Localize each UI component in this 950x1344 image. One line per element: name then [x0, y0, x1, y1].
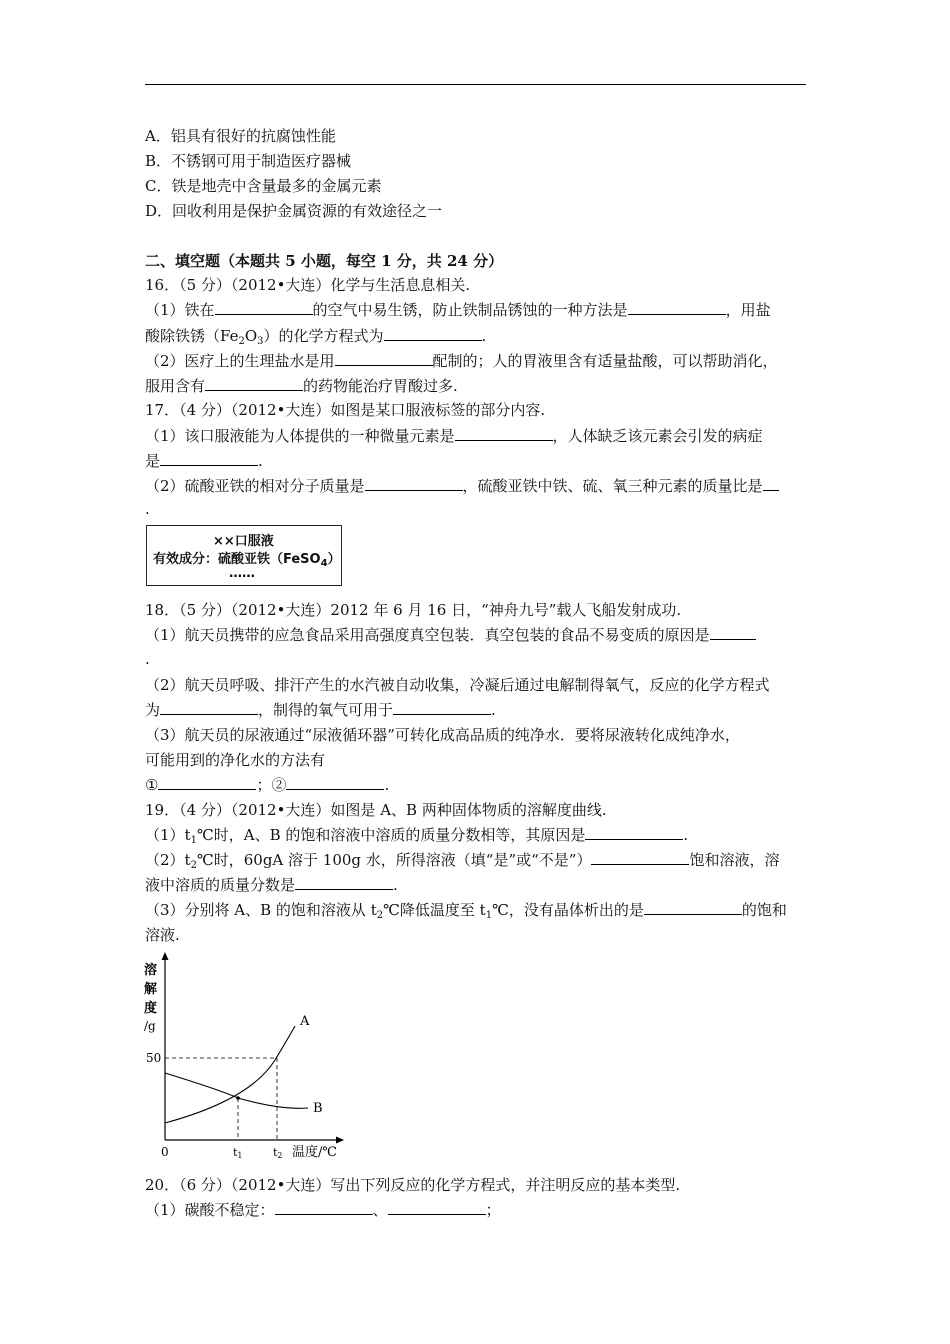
- x-tick-t2: t2: [273, 1146, 283, 1160]
- q19-line3: [145, 874, 398, 896]
- text: （2）t: [145, 851, 191, 869]
- text: （1）碳酸不稳定：: [145, 1201, 275, 1219]
- q17-line3: [145, 475, 779, 497]
- q19-head: 19．（4 分）（2012•大连）如图是 A、B 两种固体物质的溶解度曲线.: [145, 801, 607, 819]
- answer-blank[interactable]: [295, 874, 393, 890]
- q17-line1: [145, 425, 763, 447]
- subscript: 1: [485, 910, 493, 921]
- ylabel-char-2: 解: [144, 982, 158, 997]
- curve-a: [165, 1026, 295, 1123]
- q19-line2: [145, 849, 779, 871]
- option-a: A．铝具有很好的抗腐蚀性能: [145, 127, 336, 145]
- t1-sub: 1: [237, 1151, 243, 1160]
- text: 、: [372, 1201, 388, 1219]
- label-title: ××口服液: [213, 534, 274, 549]
- q19-line4: [145, 899, 787, 921]
- q18-line5: （3）航天员的尿液通过“尿液循环器”可转化成高品质的纯净水．要将尿液转化成纯净水，: [145, 726, 740, 744]
- text: ℃时，60gA 溶于 100g 水，所得溶液（填“是”或“不是”）: [196, 851, 592, 869]
- text: 的饱和: [741, 901, 787, 919]
- text: .: [393, 876, 398, 894]
- text: ；②: [256, 776, 287, 794]
- text: 配制的；人的胃液里含有适量盐酸，可以帮助消化，: [432, 352, 778, 370]
- answer-blank[interactable]: [393, 699, 491, 715]
- subscript: 2: [190, 860, 197, 871]
- answer-blank[interactable]: [388, 1199, 486, 1215]
- subscript: 3: [257, 336, 264, 347]
- ylabel-char-4: /g: [144, 1019, 156, 1033]
- text: 饱和溶液，溶: [689, 851, 780, 869]
- text: （3）分别将 A、B 的饱和溶液从 t: [145, 901, 377, 919]
- q18-line1: [145, 624, 756, 646]
- q16-line2: [145, 325, 486, 347]
- label-ingredient: [153, 548, 341, 567]
- answer-blank[interactable]: [644, 899, 742, 915]
- answer-blank[interactable]: [628, 299, 726, 315]
- answer-blank[interactable]: [215, 299, 313, 315]
- label-ellipsis: ……: [229, 566, 255, 581]
- text: ℃时，A、B 的饱和溶液中溶质的质量分数相等，其原因是: [196, 826, 586, 844]
- answer-blank[interactable]: [160, 699, 258, 715]
- subscript: 2: [238, 336, 245, 347]
- ylabel-char-1: 溶: [144, 963, 158, 978]
- answer-blank[interactable]: [335, 350, 433, 366]
- intersection-point: [236, 1096, 240, 1100]
- text: ，用盐: [725, 301, 771, 319]
- text: ，人体缺乏该元素会引发的病症: [552, 427, 763, 445]
- text: .: [384, 776, 390, 794]
- subscript: 4: [320, 558, 328, 569]
- text: （1）铁在: [145, 301, 215, 319]
- solubility-chart: [140, 950, 360, 1170]
- answer-blank[interactable]: [275, 1199, 373, 1215]
- q18-head: 18．（5 分）（2012•大连）2012 年 6 月 16 日，“神舟九号”载人飞船发射成功.: [145, 601, 682, 619]
- text: ）: [327, 552, 341, 567]
- q19-line5: 溶液.: [145, 926, 180, 944]
- text: （1）航天员携带的应急食品采用高强度真空包装．真空包装的食品不易变质的原因是: [145, 626, 710, 644]
- header-rule: [145, 84, 806, 85]
- q20-line1: [145, 1199, 501, 1221]
- text: 有效成分：硫酸亚铁（FeSO: [153, 552, 321, 567]
- q18-line3: （2）航天员呼吸、排汗产生的水汽被自动收集，冷凝后通过电解制得氧气，反应的化学方程式: [145, 676, 770, 694]
- text: （2）医疗上的生理盐水是用: [145, 352, 335, 370]
- y-axis-arrow: [162, 952, 169, 960]
- text: 为: [145, 701, 161, 719]
- text: ℃降低温度至 t: [383, 901, 486, 919]
- answer-blank[interactable]: [455, 425, 553, 441]
- option-d: D．回收利用是保护金属资源的有效途径之一: [145, 202, 443, 220]
- text: .: [258, 452, 263, 470]
- series-a-label: A: [300, 1014, 310, 1029]
- option-c: C．铁是地壳中含量最多的金属元素: [145, 177, 382, 195]
- text: （1）t: [145, 826, 191, 844]
- text: 的空气中易生锈，防止铁制品锈蚀的一种方法是: [312, 301, 628, 319]
- text: ，制得的氧气可用于: [258, 701, 394, 719]
- q18-line7: [145, 774, 389, 796]
- text: ，硫酸亚铁中铁、硫、氧三种元素的质量比是: [462, 477, 763, 495]
- answer-blank[interactable]: [158, 774, 256, 790]
- text: .: [481, 327, 487, 345]
- answer-blank[interactable]: [205, 375, 303, 391]
- x-axis-arrow: [336, 1137, 344, 1144]
- answer-blank[interactable]: [763, 475, 779, 491]
- oral-liquid-label: [146, 525, 342, 586]
- q18-line6: 可能用到的净化水的方法有: [145, 751, 326, 769]
- q20-head: 20．（6 分）（2012•大连）写出下列反应的化学方程式，并注明反应的基本类型.: [145, 1176, 681, 1194]
- text: ①: [145, 776, 159, 794]
- text: O: [244, 327, 258, 345]
- q18-line4: [145, 699, 496, 721]
- answer-blank[interactable]: [710, 624, 756, 640]
- origin-label: 0: [161, 1145, 169, 1159]
- text: 的药物能治疗胃酸过多.: [303, 377, 458, 395]
- x-tick-t1: t1: [233, 1146, 243, 1160]
- q17-line2: [145, 450, 263, 472]
- q17-head: 17．（4 分）（2012•大连）如图是某口服液标签的部分内容.: [145, 401, 546, 419]
- subscript: 1: [190, 835, 197, 846]
- q19-line1: [145, 824, 688, 846]
- text: ℃，没有晶体析出的是: [492, 901, 644, 919]
- q18-line2: .: [145, 650, 150, 668]
- ylabel-char-3: 度: [144, 1001, 158, 1016]
- series-b-label: B: [313, 1101, 323, 1116]
- q16-line4: [145, 375, 458, 397]
- answer-blank[interactable]: [384, 325, 482, 341]
- q16-line1: [145, 299, 771, 321]
- text: ）的化学方程式为: [263, 327, 384, 345]
- text: 服用含有: [145, 377, 206, 395]
- q16-head: 16．（5 分）（2012•大连）化学与生活息息相关.: [145, 276, 471, 294]
- text: .: [491, 701, 496, 719]
- answer-blank[interactable]: [160, 450, 258, 466]
- answer-blank[interactable]: [365, 475, 463, 491]
- section-title: 二、填空题（本题共 5 小题，每空 1 分，共 24 分）: [145, 252, 504, 270]
- text: （1）该口服液能为人体提供的一种微量元素是: [145, 427, 455, 445]
- option-b: B．不锈钢可用于制造医疗器械: [145, 152, 352, 170]
- t2-sub: 2: [277, 1151, 283, 1160]
- text: 液中溶质的质量分数是: [145, 876, 296, 894]
- text: 是: [145, 452, 161, 470]
- text: .: [683, 826, 689, 844]
- answer-blank[interactable]: [286, 774, 384, 790]
- text: 酸除铁锈（Fe: [145, 327, 239, 345]
- answer-blank[interactable]: [591, 849, 689, 865]
- answer-blank[interactable]: [585, 824, 683, 840]
- y-tick-50: 50: [146, 1051, 162, 1065]
- subscript: 2: [376, 910, 384, 921]
- x-axis-label: 温度/℃: [292, 1145, 337, 1160]
- text: ；: [485, 1201, 501, 1219]
- q16-line3: [145, 350, 778, 372]
- text: （2）硫酸亚铁的相对分子质量是: [145, 477, 365, 495]
- curve-b: [165, 1073, 308, 1108]
- q17-line4: .: [145, 500, 150, 518]
